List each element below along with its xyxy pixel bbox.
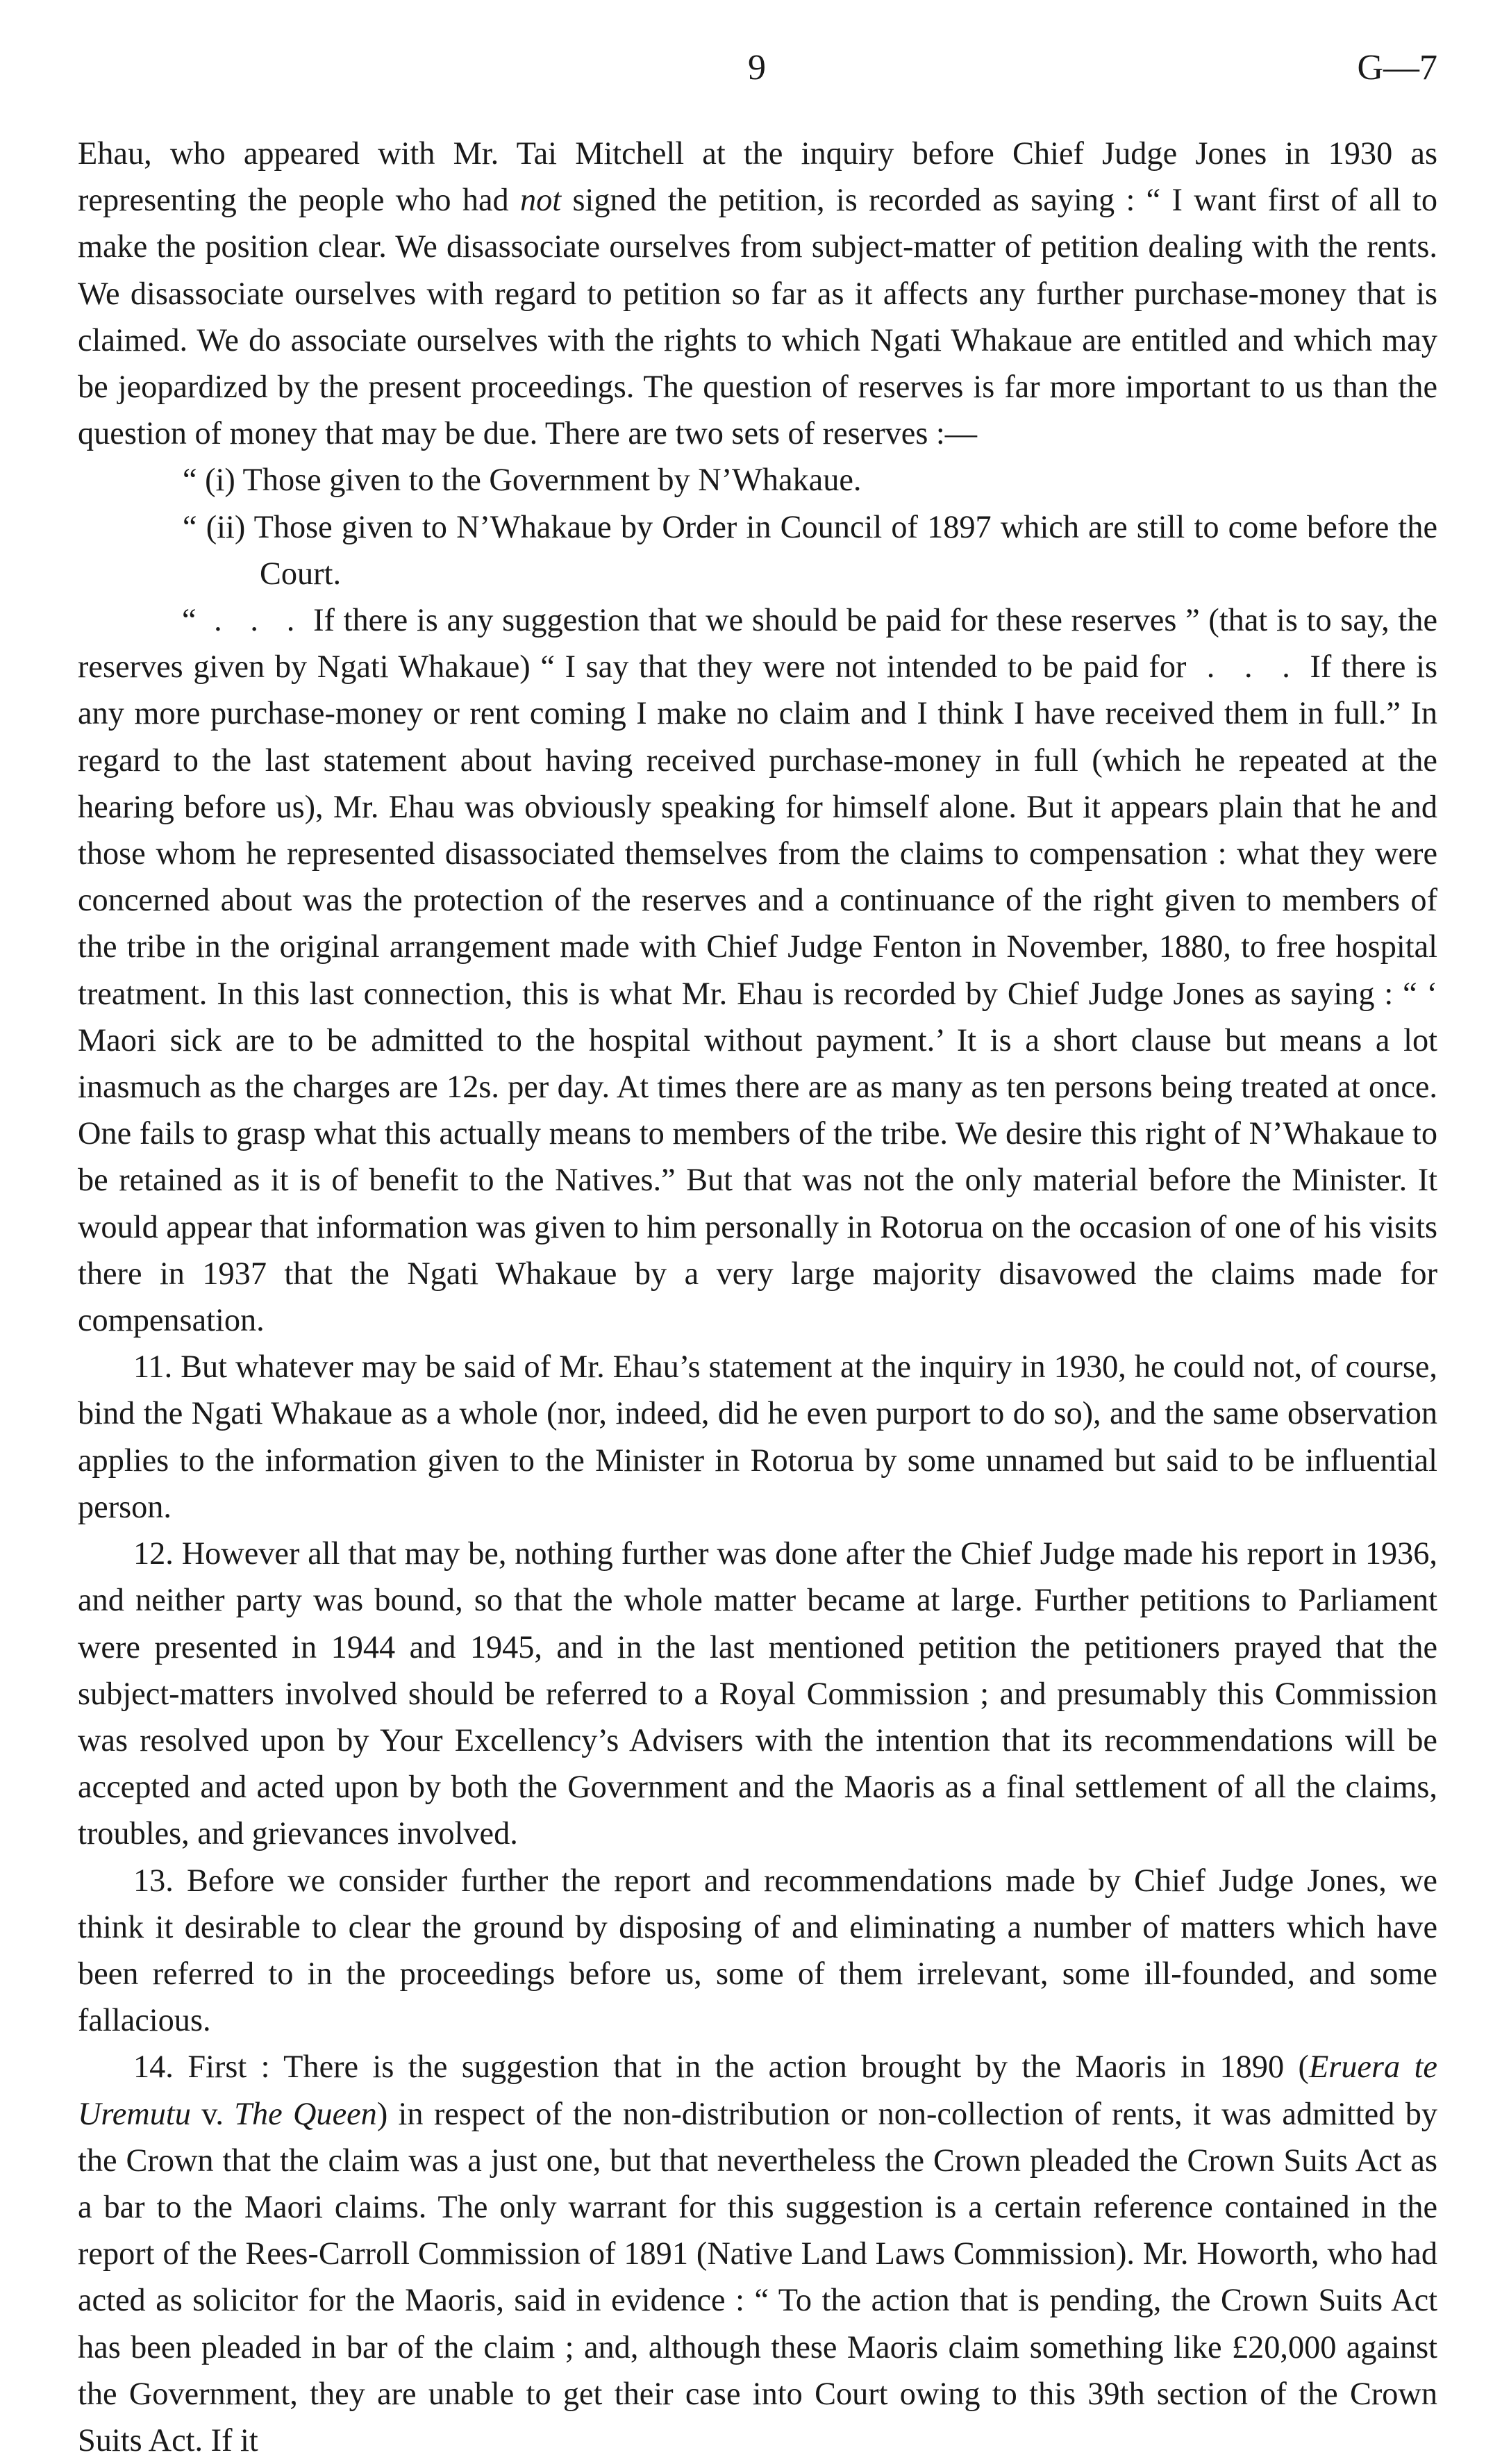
text-run: signed the petition, is recorded as saying : “ I want first of all to make the position clear. We disassociate ourselves from subject-matter of petition dealing with the rents. We disassociate ourselves with regard to petition so far as it affects any further purchase-money that is claimed. We do associate ourselves with the rights to which Ngati Whakaue are entitled and which may be jeopardized by the present proceedings. The question of reserves is far more important to us than the question of money that may be due. There are two sets of reserves :— xyxy=(78,183,1437,452)
ellipsis: . . . xyxy=(214,603,305,639)
document-body xyxy=(78,131,1437,2464)
quote-mark: “ xyxy=(182,603,197,639)
paragraph-reserves-quote xyxy=(78,597,1437,1344)
text-run: 14. First : There is the suggestion that in the action brought by the Maoris in 1890 ( xyxy=(133,2049,1309,2086)
case-name-italic: The Queen xyxy=(234,2096,377,2132)
text-run: If there is any more purchase-money or rent coming I make no claim and I think I have received them in full.” In regard to the last statement about having received purchase-money in full (which he repeated at the hearing before us), Mr. Ehau was obviously speaking for himself alone. But it appears plain that he and those whom he represented disassociated themselves from the claims to compensation : what they were concerned about was the protection of the reserves and a continuance of the right given to members of the tribe in the original arrangement made with Chief Judge Fenton in November, 1880, to free hospital treatment. In this last connection, this is what Mr. Ehau is recorded by Chief Judge Jones as saying : “ ‘ Maori sick are to be admitted to the hospital without payment.’ It is a short clause but means a lot inasmuch as the charges are 12s. per day. At times there are as many as ten persons being treated at once. One fails to grasp what this actually means to members of the tribe. We desire this right of N’Whakaue to be retained as it is of benefit to the Natives.” But that was not the only material before the Minister. It would appear that information was given to him personally in Rotorua on the occasion of one of his visits there in 1937 that the Ngati Whakaue by a very large majority disavowed the claims made for compensation. xyxy=(78,649,1438,1339)
text-run: v. xyxy=(190,2096,235,2132)
paragraph-ehau-statement xyxy=(78,131,1437,457)
paragraph-13: 13. Before we consider further the report and recommendations made by Chief Judge Jones, we think it desirable to clear the ground by disposing of and eliminating a number of matters which have been referred to in the proceedings before us, some of them irrelevant, some ill-founded, and some fallacious. xyxy=(78,1863,1437,2039)
paragraph-14 xyxy=(78,2044,1437,2464)
document-code: G—7 xyxy=(1357,48,1437,88)
text-run: Ehau, who appeared with Mr. Tai Mitchell at the inquiry before Chief Judge Jones in 1930 as representing the people who had xyxy=(78,136,1437,219)
ellipsis: . . . xyxy=(1206,649,1300,685)
italic-text: not xyxy=(520,183,562,219)
paragraph-11: 11. But whatever may be said of Mr. Ehau’s statement at the inquiry in 1930, he could not, of course, bind the Ngati Whakaue as a whole (nor, indeed, did he even purport to do so), and the same observation applies to the information given to the Minister in Rotorua by some unnamed but said to be influential person. xyxy=(78,1349,1437,1525)
text-run: ) in respect of the non-distribution or non-collection of rents, it was admitted by the Crown that the claim was a just one, but that nevertheless the Crown pleaded the Crown Suits Act as a bar to the Maori claims. The only warrant for this suggestion is a certain reference contained in the report of the Rees-Carroll Commission of 1891 (Native Land Laws Commission). Mr. Howorth, who had acted as solicitor for the Maoris, said in evidence : “ To the action that is pending, the Crown Suits Act has been pleaded in bar of the claim ; and, although these Maoris claim something like £20,000 against the Government, they are unable to get their case into Court owing to this 39th section of the Crown Suits Act. If it xyxy=(78,2096,1437,2458)
text-run: If there is any suggestion that we should be paid for these reserves ” (that is to say, the reserves given by Ngati Whakaue) “ I say that they were not intended to be paid for xyxy=(78,603,1437,685)
quote-item-ii: “ (ii) Those given to N’Whakaue by Order in Council of 1897 which are still to come before the Court. xyxy=(183,509,1437,592)
paragraph-12: 12. However all that may be, nothing further was done after the Chief Judge made his report in 1936, and neither party was bound, so that the whole matter became at large. Further petitions to Parliament were presented in 1944 and 1945, and in the last mentioned petition the petitioners prayed that the subject-matters involved should be referred to a Royal Commission ; and presumably this Commission was resolved upon by Your Excellency’s Advisers with the intention that its recommendations will be accepted and acted upon by both the Government and the Maoris as a final settlement of all the claims, troubles, and grievances involved. xyxy=(78,1536,1437,1852)
quote-item-i: “ (i) Those given to the Government by N’Whakaue. xyxy=(183,463,862,499)
page-number: 9 xyxy=(748,48,766,88)
case-name-italic: Eruera te Uremutu xyxy=(78,2049,1437,2132)
page-header xyxy=(76,47,1437,103)
